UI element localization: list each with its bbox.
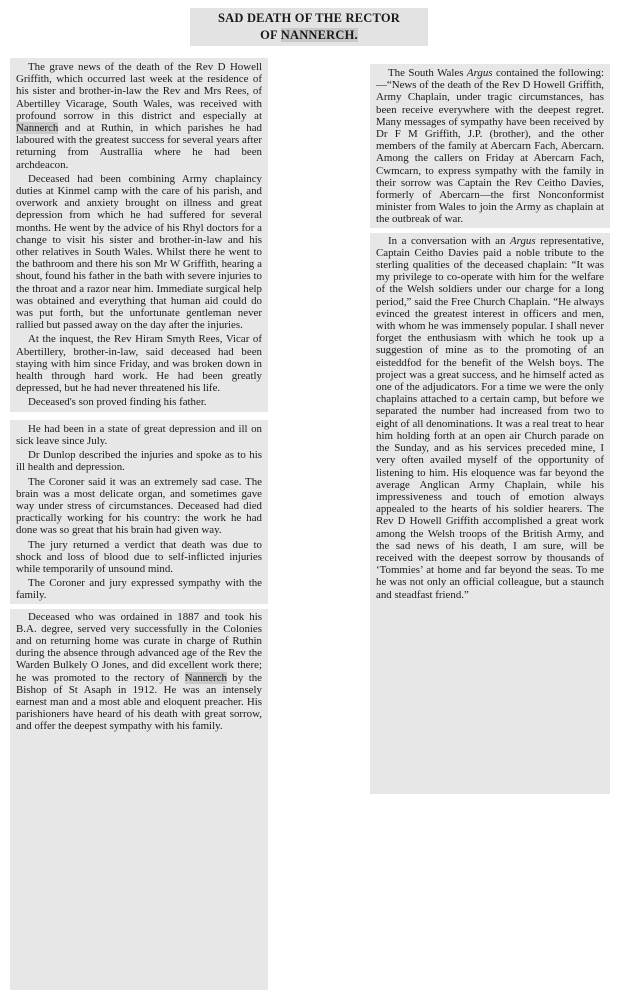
paragraph-news-received [16, 61, 262, 171]
clipping-gap [370, 228, 610, 233]
paragraph-depression: He had been in a state of great depression and ill on sick leave since July. [16, 422, 262, 447]
clipping-gap [10, 412, 268, 420]
newspaper-name: Argus [466, 67, 493, 79]
article-headline [190, 8, 428, 46]
place-highlight: Nannerch [184, 671, 227, 684]
paragraph-text: by the Bishop of St Asaph in 1912. He was an intensely earnest man and a most able and eloquent preacher. His parishioners have heard of his death with great sorrow, and offer the deepest sympathy with his family. [16, 671, 262, 733]
headline-prefix: OF [260, 28, 281, 42]
headline-line-2 [190, 27, 428, 44]
article-column-left [10, 58, 268, 990]
paragraph-text: The South Wales [388, 67, 467, 79]
paragraph-text: and at Ruthin, in which parishes he had laboured with the greatest success for several years after returning from Australlia where he had been archdeacon. [16, 122, 262, 171]
paragraph-text: The grave news of the death of the Rev D Howell Griffith, which occurred last week at the residence of his sister and brother-in-law the Rev and Mrs Rees, of Abertilley Vicarage, South Wales, was received with profound sorrow in this district and especially at [16, 61, 262, 122]
paragraph-verdict: The jury returned a verdict that death was due to shock and loss of blood due to self-inflicted injuries while temporarily of unsound mind. [16, 538, 262, 575]
paragraph-text: contained the following:—“News of the death of the Rev D Howell Griffith, Army Chaplain, under tragic circumstances, has been receive everywhere with the deepest regret. Many messages of sympathy have been received by Dr F M Griffith, J.P. (brother), and the other members of the family at Abercarn Fach, Abercarn. Among the callers on Friday at Abercarn Fach, Cwmcarn, to express sympathy with the family in their sorrow was Captain the Rev Ceitho Davies, formerly of Abercarn—the first Nonconformist minister from Wales to join the Army as chaplain at the outbreak of war. [376, 67, 604, 226]
paragraph-argus-report [376, 67, 604, 226]
paragraph-text: In a conversation with an [388, 234, 510, 247]
place-highlight: Nannerch [16, 122, 59, 135]
headline-line-1: SAD DEATH OF THE RECTOR [218, 11, 400, 25]
paragraph-biography [16, 611, 262, 733]
paragraph-inquest: At the inquest, the Rev Hiram Smyth Rees, Vicar of Abertillery, brother-in-law, said deceased had been staying with him since Friday, and was broken down in health through hard work. He had been greatly depressed, but he had never threatened his life. [16, 333, 262, 395]
paragraph-text: Deceased who was ordained in 1887 and took his B.A. degree, served very successfully in the Colonies and on returning home was curate in charge of Ruthin during the absence through advanced age of the Rev the Warden Bulkely O Jones, and did excellent work there; he was promoted to the rectory of [16, 610, 262, 684]
paragraph-son-finding: Deceased's son proved finding his father. [28, 396, 207, 409]
article-column-right [370, 64, 610, 794]
paragraph-army-duties: Deceased had been combining Army chaplaincy duties at Kinmel camp with the care of his parish, and overwork and anxiety brought on illness and great depression from which he had suffered for several months. He went by the advice of his Rhyl doctors for a change to visit his sister and brother-in-law and his other relatives in South Wales. Whilst there he went to the bathroom and there his son Mr W Griffith, hearing a shout, found his father in the bath with severe injuries to the throat and a razor near him. Immediate surgical help was obtained and everything that human aid could do was put forth, but the unfortunate gentleman never rallied but passed away on the day after the injuries. [16, 172, 262, 332]
paragraph-sympathy: The Coroner and jury expressed sympathy with the family. [16, 577, 262, 602]
paragraph-dr-dunlop: Dr Dunlop described the injuries and spoke as to his ill health and depression. [16, 449, 262, 474]
clipping-gap [10, 604, 268, 609]
headline-place-highlight: NANNERCH. [280, 28, 358, 42]
paragraph-text: representative, Captain Ceitho Davies paid a noble tribute to the sterling qualities of the deceased chaplain: “It was my privilege to co-operate with him for the welfare of the Welsh soldiers under our charge for a long period,” said the Free Church Chaplain. “He always evinced the greatest interest in officers and men, with whom he was immensely popular. I shall never forget the enthusiasm with which he took up a suggestion of mine as to the promoting of an eisteddfod for the benefit of the Welsh boys. The project was a great success, and he himself acted as one of the adjudicators. For a time we were the only chaplains attached to a certain camp, but before we separated the number had increased from two to eight of all denominations. It was a real treat to hear him holding forth at an open air Church parade on the Sunday, and as his services preceded mine, I very often availed myself of the opportunity of listening to him. His eloquence was far beyond the average Anglican Army Chaplain, while his impressiveness and touch of emotion always appealed to the hearts of his soldier hearers. The Rev D Howell Griffith accomplished a great work among the Welsh troops of the British Army, and the sad news of his death, I am sure, will be received with the deepest sorrow by thousands of ‘Tommies’ at home and far beyond the seas. To me he was not only an official colleague, but a staunch and steadfast friend.” [376, 234, 604, 601]
newspaper-name: Argus [510, 234, 536, 247]
paragraph-coroner: The Coroner said it was an extremely sad case. The brain was a most delicate organ, and sometimes gave way under stress of circumstances. Deceased had died practically working for his country: the work he had done was so great that his brain had given way. [16, 475, 262, 537]
paragraph-captain-tribute [376, 235, 604, 601]
